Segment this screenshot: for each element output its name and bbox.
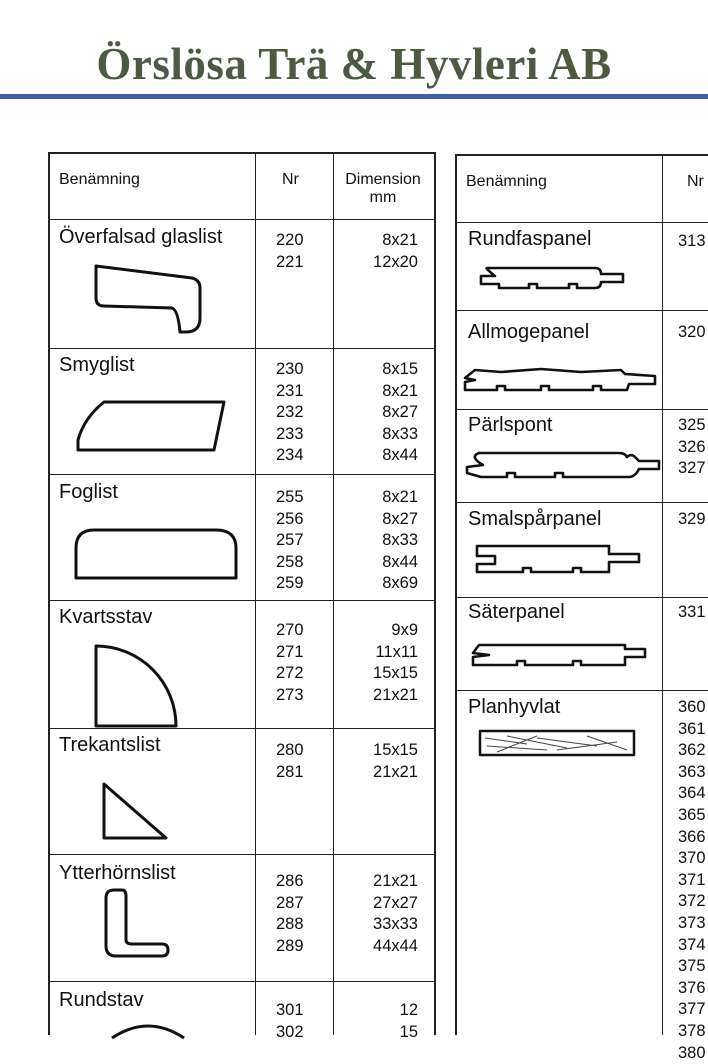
product-name-smyglist: Smyglist <box>59 354 135 376</box>
header-rule <box>0 94 708 99</box>
row-divider <box>457 597 708 598</box>
product-name-planhyvlat: Planhyvlat <box>468 696 561 718</box>
product-dimensions: 8x21 12x20 <box>373 231 418 271</box>
product-name-rundfaspanel: Rundfaspanel <box>468 228 592 250</box>
product-name-allmogepanel: Allmogepanel <box>468 321 590 343</box>
product-numbers: 313 <box>678 232 706 250</box>
product-numbers: 301 302 <box>276 1001 304 1041</box>
ytterhornslist-profile-icon <box>102 886 174 962</box>
parlspont-profile-icon <box>463 449 663 485</box>
product-numbers: 286 287 288 289 <box>276 872 304 955</box>
row-divider <box>457 409 708 410</box>
row-divider <box>50 981 434 982</box>
product-name-overfalsad-glaslist: Överfalsad glaslist <box>59 226 223 248</box>
rundfaspanel-profile-icon <box>477 264 627 298</box>
product-name-parlspont: Pärlspont <box>468 414 553 436</box>
product-dimensions: 8x15 8x21 8x27 8x33 8x44 <box>382 360 418 465</box>
row-divider <box>50 600 434 601</box>
product-name-foglist: Foglist <box>59 481 118 503</box>
product-name-kvartsstav: Kvartsstav <box>59 606 153 628</box>
product-numbers: 331 <box>678 603 706 621</box>
header-nr: Nr <box>687 173 704 190</box>
column-divider <box>255 154 256 1035</box>
product-dimensions: 9x9 11x11 15x15 21x21 <box>373 621 418 704</box>
product-numbers: 329 <box>678 510 706 528</box>
smalsparpanel-profile-icon <box>473 542 643 580</box>
product-name-trekantslist: Trekantslist <box>59 734 161 756</box>
kvartsstav-profile-icon <box>92 642 182 732</box>
product-dimensions: 12 15 <box>399 1001 418 1041</box>
product-numbers: 230 231 232 233 234 <box>276 360 304 465</box>
overfalsad-glaslist-profile-icon <box>90 262 210 342</box>
product-numbers: 280 281 <box>276 741 304 781</box>
row-divider <box>457 222 708 223</box>
company-title: Örslösa Trä & Hyvleri AB <box>96 39 612 89</box>
header-nr: Nr <box>282 171 299 188</box>
product-name-rundstav: Rundstav <box>59 989 144 1011</box>
product-numbers: 360 361 362 363 364 365 366 370 371 372 373 374 375 376 377 378 380 <box>678 698 706 1062</box>
product-name-smalsparpanel: Smalspårpanel <box>468 508 602 530</box>
product-numbers: 220 221 <box>276 231 304 271</box>
smyglist-profile-icon <box>74 398 234 458</box>
planhyvlat-board-icon <box>477 728 637 760</box>
row-divider <box>457 502 708 503</box>
header-dimension: Dimension mm <box>345 171 421 206</box>
product-name-saterpanel: Säterpanel <box>468 601 565 623</box>
allmogepanel-profile-icon <box>461 364 661 396</box>
row-divider <box>50 854 434 855</box>
header-benamning: Benämning <box>59 171 140 188</box>
saterpanel-profile-icon <box>469 641 649 671</box>
column-divider <box>662 156 663 1035</box>
row-divider <box>457 690 708 691</box>
row-divider <box>457 310 708 311</box>
product-dimensions: 21x21 27x27 33x33 44x44 <box>373 872 418 955</box>
right-product-table <box>455 154 708 1062</box>
product-numbers: 325 326 327 <box>678 416 706 478</box>
product-numbers: 255 256 257 258 259 <box>276 488 304 593</box>
left-product-table <box>48 152 436 1041</box>
row-divider <box>50 219 434 220</box>
row-divider <box>50 474 434 475</box>
product-name-ytterhornslist: Ytterhörnslist <box>59 862 176 884</box>
row-divider <box>50 348 434 349</box>
rundstav-profile-icon <box>108 1020 188 1040</box>
column-divider <box>333 154 334 1035</box>
header-benamning: Benämning <box>466 173 547 190</box>
product-dimensions: 15x15 21x21 <box>373 741 418 781</box>
trekantslist-profile-icon <box>100 780 172 842</box>
foglist-profile-icon <box>72 526 242 586</box>
product-dimensions: 8x21 8x27 8x33 8x44 8x69 <box>382 488 418 593</box>
product-numbers: 270 271 272 273 <box>276 621 304 704</box>
product-numbers: 320 <box>678 323 706 341</box>
